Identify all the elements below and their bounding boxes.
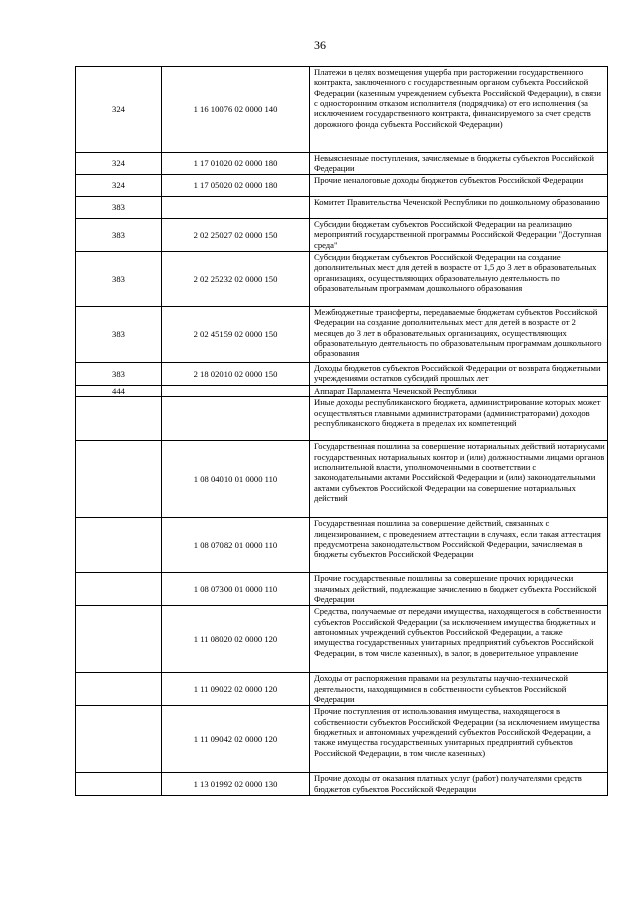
table-row <box>76 706 608 773</box>
budget-code-cell: 1 11 08020 02 0000 120 <box>162 606 310 673</box>
table-row <box>76 67 608 153</box>
budget-code-cell: 2 18 02010 02 0000 150 <box>162 363 310 386</box>
table-row <box>76 153 608 175</box>
admin-code-cell <box>76 573 162 606</box>
admin-code-cell: 383 <box>76 219 162 252</box>
table-row <box>76 773 608 796</box>
table-body <box>76 67 608 796</box>
income-name-cell: Комитет Правительства Чеченской Республики по дошкольному образованию <box>310 197 608 219</box>
table-row <box>76 606 608 673</box>
income-name-cell: Государственная пошлина за совершение нотариальных действий нотариусами государственных нотариальных контор и (или) должностными лицами органов исполнительной власти, уполномоченными в соответствии с законодательными актами Российской Федерации и (или) законодательными актами субъектов Российской Федерации на совершение нотариальных действий <box>310 441 608 518</box>
admin-code-cell: 383 <box>76 252 162 307</box>
table-row <box>76 219 608 252</box>
admin-code-cell <box>76 773 162 796</box>
admin-code-cell <box>76 606 162 673</box>
admin-code-cell <box>76 397 162 441</box>
income-name-cell: Межбюджетные трансферты, передаваемые бюджетам субъектов Российской Федерации на создание дополнительных мест для детей в возрасте от 2 месяцев до 3 лет в образовательных организациях, осуществляющих образовательную деятельность по образовательным программам дошкольного образования <box>310 307 608 363</box>
page-number: 36 <box>314 38 326 52</box>
admin-code-cell: 324 <box>76 67 162 153</box>
budget-code-cell: 1 08 04010 01 0000 110 <box>162 441 310 518</box>
budget-code-cell: 1 17 01020 02 0000 180 <box>162 153 310 175</box>
admin-code-cell <box>76 673 162 706</box>
budget-code-cell: 2 02 45159 02 0000 150 <box>162 307 310 363</box>
income-name-cell: Прочие поступления от использования имущества, находящегося в собственности субъектов Российской Федерации (за исключением имущества бюджетных и автономных учреждений субъектов Российской Федерации, а также имущества государственных унитарных предприятий субъектов Российской Федерации, в том числе казенных) <box>310 706 608 773</box>
budget-code-cell: 1 08 07300 01 0000 110 <box>162 573 310 606</box>
income-name-cell: Средства, получаемые от передачи имущества, находящегося в собственности субъектов Российской Федерации (за исключением имущества бюджетных и автономных учреждений субъектов Российской Федерации, а также имущества государственных унитарных предприятий субъектов Российской Федерации, в том числе казенных), в залог, в доверительное управление <box>310 606 608 673</box>
budget-code-cell: 1 11 09022 02 0000 120 <box>162 673 310 706</box>
table-row <box>76 397 608 441</box>
budget-code-cell <box>162 386 310 397</box>
budget-code-cell: 2 02 25232 02 0000 150 <box>162 252 310 307</box>
budget-code-cell: 1 11 09042 02 0000 120 <box>162 706 310 773</box>
table-row <box>76 175 608 197</box>
admin-code-cell: 383 <box>76 363 162 386</box>
income-name-cell: Субсидии бюджетам субъектов Российской Федерации на реализацию мероприятий государственной программы Российской Федерации "Доступная среда" <box>310 219 608 252</box>
admin-code-cell: 383 <box>76 197 162 219</box>
admin-code-cell: 383 <box>76 307 162 363</box>
budget-code-cell: 2 02 25027 02 0000 150 <box>162 219 310 252</box>
budget-code-cell <box>162 397 310 441</box>
income-name-cell: Платежи в целях возмещения ущерба при расторжении государственного контракта, заключенного с государственным органом субъекта Российской Федерации (казенным учреждением субъекта Российской Федерации), в связи с односторонним отказом исполнителя (подрядчика) от его исполнения (за исключением государственного контракта, финансируемого за счет средств дорожного фонда субъекта Российской Федерации) <box>310 67 608 153</box>
budget-code-cell: 1 08 07082 01 0000 110 <box>162 518 310 573</box>
admin-code-cell: 324 <box>76 153 162 175</box>
table-row <box>76 252 608 307</box>
table-row <box>76 573 608 606</box>
income-name-cell: Прочие государственные пошлины за совершение прочих юридически значимых действий, подлежащие зачислению в бюджет субъекта Российской Федерации <box>310 573 608 606</box>
table-row <box>76 307 608 363</box>
income-name-cell: Субсидии бюджетам субъектов Российской Федерации на создание дополнительных мест для детей в возрасте от 1,5 до 3 лет в образовательных организациях, осуществляющих образовательную деятельность по образовательным программам дошкольного образования <box>310 252 608 307</box>
table-row <box>76 673 608 706</box>
budget-code-cell: 1 16 10076 02 0000 140 <box>162 67 310 153</box>
admin-code-cell <box>76 441 162 518</box>
table-row <box>76 441 608 518</box>
income-name-cell: Невыясненные поступления, зачисляемые в бюджеты субъектов Российской Федерации <box>310 153 608 175</box>
budget-code-cell: 1 13 01992 02 0000 130 <box>162 773 310 796</box>
table-row <box>76 363 608 386</box>
table-row <box>76 197 608 219</box>
table-row <box>76 386 608 397</box>
admin-code-cell <box>76 706 162 773</box>
income-name-cell: Доходы от распоряжения правами на результаты научно-технической деятельности, находящимися в собственности субъектов Российской Федерации <box>310 673 608 706</box>
admin-code-cell: 444 <box>76 386 162 397</box>
income-name-cell: Прочие неналоговые доходы бюджетов субъектов Российской Федерации <box>310 175 608 197</box>
income-name-cell: Доходы бюджетов субъектов Российской Федерации от возврата бюджетными учреждениями остатков субсидий прошлых лет <box>310 363 608 386</box>
income-name-cell: Государственная пошлина за совершение действий, связанных с лицензированием, с проведением аттестации в случаях, если такая аттестация предусмотрена законодательством Российской Федерации, зачисляемая в бюджеты субъектов Российской Федерации <box>310 518 608 573</box>
budget-code-cell <box>162 197 310 219</box>
budget-classification-table <box>75 66 608 796</box>
income-name-cell: Иные доходы республиканского бюджета, администрирование которых может осуществляться главными администраторами (администраторами) доходов республиканского бюджета в пределах их компетенций <box>310 397 608 441</box>
income-name-cell: Аппарат Парламента Чеченской Республики <box>310 386 608 397</box>
admin-code-cell <box>76 518 162 573</box>
income-name-cell: Прочие доходы от оказания платных услуг (работ) получателями средств бюджетов субъектов Российской Федерации <box>310 773 608 796</box>
table-row <box>76 518 608 573</box>
admin-code-cell: 324 <box>76 175 162 197</box>
budget-code-cell: 1 17 05020 02 0000 180 <box>162 175 310 197</box>
